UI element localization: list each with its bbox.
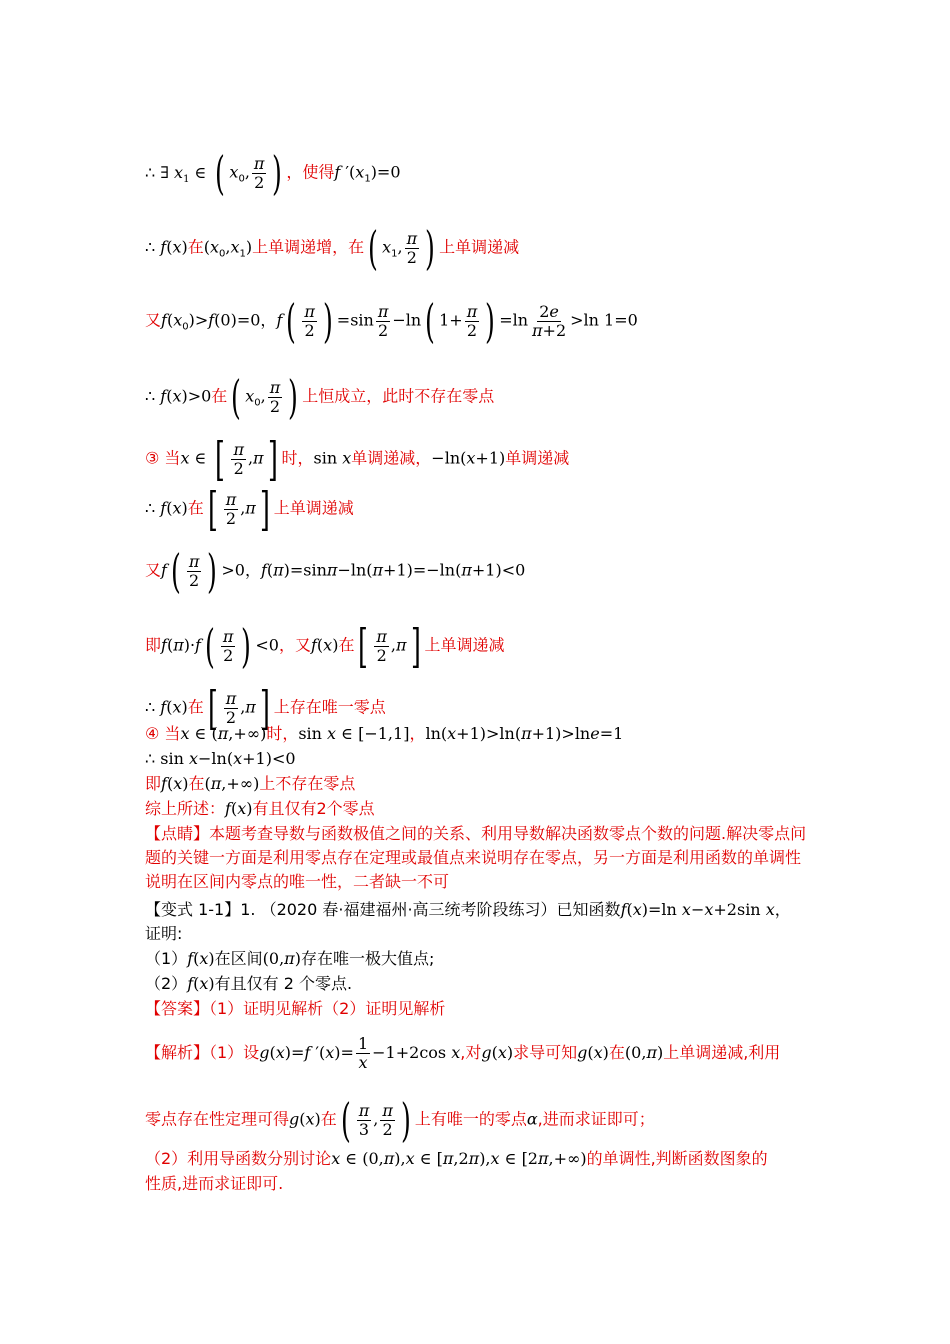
text-segment: ，	[409, 724, 426, 743]
text-segment: （2）利用导函数分别讨论	[145, 1149, 332, 1168]
text-segment: 综上所述：	[145, 799, 226, 818]
text-segment: 单调递减，	[351, 448, 432, 468]
text-segment: ，使得	[286, 162, 335, 182]
text-segment: 在	[320, 1109, 337, 1129]
text-segment: 在	[187, 237, 204, 257]
line-case-4: ④ 当x ∈ (π,+∞)时，sin x ∈ [−1,1]，ln(x+1)>ln(π+1)>lne=1	[145, 724, 624, 743]
text-segment: 时，	[266, 724, 299, 743]
line-conclusion: 综上所述：f(x)有且仅有2个零点	[145, 799, 375, 818]
text-segment: 在区间	[214, 949, 263, 968]
line-product-negative: 即f(π)·f( $\frac{\pi}{2}$ ) <0，又f(x)在[ $\frac{\pi}{2}$ ,π] 上单调递减	[145, 619, 505, 673]
variant-prove	[145, 922, 182, 946]
text-segment: ④ 当	[145, 724, 181, 743]
line-decreasing-pi2-pi: ∴ f(x)在[ $\frac{\pi}{2}$ ,π] 上单调递减	[145, 482, 354, 536]
line-sin-minus-ln: ∴ sin x−ln(x+1)<0	[145, 749, 296, 768]
text-segment: ，	[774, 900, 791, 919]
text-segment: 在	[187, 498, 204, 518]
text-segment: 即	[145, 635, 162, 655]
text-segment: 上单调递减	[439, 237, 520, 257]
text-segment: 在	[187, 697, 204, 717]
text-segment: 上有唯一的零点	[414, 1109, 527, 1129]
text-segment: ,对	[460, 1043, 482, 1062]
text-segment: 即	[145, 774, 162, 793]
text-segment: 在	[338, 635, 355, 655]
question-1: （1）f(x)在区间(0,π)存在唯一极大值点;	[145, 949, 435, 968]
text-segment: 在	[188, 774, 205, 793]
text-segment: 上恒成立，此时不存在零点	[302, 386, 495, 406]
line-values-comparison: 又$f(x_0)>f(0)=0$，f( $\frac{\pi}{2}$ ) =sin $\frac{\pi}{2}$ −ln( 1+ $\frac{\pi}{2}$ ) =ln $\frac{2e}{\pi+2}$ >ln 1=0	[145, 294, 638, 348]
text-segment: 求导可知	[513, 1043, 578, 1062]
text-segment: （2）	[145, 974, 188, 993]
analysis-1: 【解析】（1）设g(x)=f ′(x)= $\frac{1}{x}$ −1+2cos x,对g(x)求导可知g(x)在(0,π)上单调递减,利用	[145, 1034, 781, 1072]
text-segment: 上单调递减	[424, 635, 505, 655]
text-segment: 又	[145, 560, 162, 580]
text-segment: 存在唯一极大值点;	[300, 949, 435, 968]
line-f-pi-negative: 又f( $\frac{\pi}{2}$ ) >0，f(π)=sinπ−ln(π+1)=−ln(π+1)<0	[145, 544, 526, 598]
text-segment: ③ 当	[145, 448, 181, 468]
analysis-2: 零点存在性定理可得g(x)在( $\frac{\pi}{3}$ , $\frac{\pi}{2}$ ) 上有唯一的零点α,进而求证即可；	[145, 1093, 655, 1147]
text-segment: 时，	[281, 448, 314, 468]
text-segment: 有且仅有 2 个零点.	[214, 974, 353, 993]
question-2: （2）f(x)有且仅有 2 个零点.	[145, 974, 353, 993]
text-segment: 在	[211, 386, 228, 406]
text-segment: 又	[145, 310, 162, 330]
text-segment: ，又	[278, 635, 311, 655]
comment-paragraph: 【点睛】本题考查导数与函数极值之间的关系、利用导数解决函数零点个数的问题.解决零点问题的关键一方面是利用零点存在定理或最值点来说明存在零点，另一方面是利用函数的单调性说明在区间内零点的唯一性，二者缺一不可	[145, 824, 807, 891]
line-exists-x1: ∴ ∃ $x_1$ ∈ ( $x_0$, $\frac{\pi}{2}$ ) ，使得f $'(x_1)=0$	[145, 146, 401, 200]
text-segment: （1）	[145, 949, 188, 968]
analysis-3-cont: 性质,进而求证即可.	[145, 1174, 284, 1193]
line-monotonic-x0-x1: ∴ f(x)在$(x_0,x_1)$上单调递增，在( $x_1$, $\frac{\pi}{2}$ ) 上单调递减	[145, 221, 520, 275]
line-positive-no-zero: ∴ f(x)>0在( $x_0$, $\frac{\pi}{2}$ ) 上恒成立，此时不存在零点	[145, 370, 495, 424]
answer-line: 【答案】（1）证明见解析（2）证明见解析	[145, 999, 446, 1018]
text-segment: 证明:	[145, 924, 183, 943]
text-segment: 有且仅有2个零点	[252, 799, 375, 818]
text-segment: 的单调性,判断函数图象的	[586, 1149, 768, 1168]
text-segment: 上存在唯一零点	[273, 697, 386, 717]
text-segment: ,进而求证即可；	[537, 1109, 655, 1129]
text-segment: 【解析】（1）设	[145, 1043, 260, 1062]
variant-heading: 【变式 1-1】1. （2020 春·福建福州·高三统考阶段练习）已知函数f(x)=ln x−x+2sin x，	[145, 900, 791, 919]
text-segment: 上不存在零点	[259, 774, 356, 793]
text-segment: 【变式 1-1】1. （2020 春·福建福州·高三统考阶段练习）已知函数	[145, 900, 621, 919]
line-no-zero-pi-inf: 即f(x)在(π,+∞)上不存在零点	[145, 774, 356, 793]
text-segment: 在	[608, 1043, 625, 1062]
line-unique-zero: ∴ f(x)在[ $\frac{\pi}{2}$ ,π] 上存在唯一零点	[145, 681, 386, 735]
text-segment: 上单调递减	[273, 498, 354, 518]
line-case-3: ③ 当x ∈ [ $\frac{\pi}{2}$ ,π] 时，sin x单调递减，−ln(x+1)单调递减	[145, 432, 570, 486]
text-segment: 零点存在性定理可得	[145, 1109, 290, 1129]
analysis-3: （2）利用导函数分别讨论x ∈ (0,π),x ∈ [π,2π),x ∈ [2π,+∞)的单调性,判断函数图象的	[145, 1149, 768, 1168]
text-segment: 上单调递增，在	[252, 237, 365, 257]
text-segment: 上单调递减,利用	[663, 1043, 781, 1062]
text-segment: 单调递减	[505, 448, 570, 468]
